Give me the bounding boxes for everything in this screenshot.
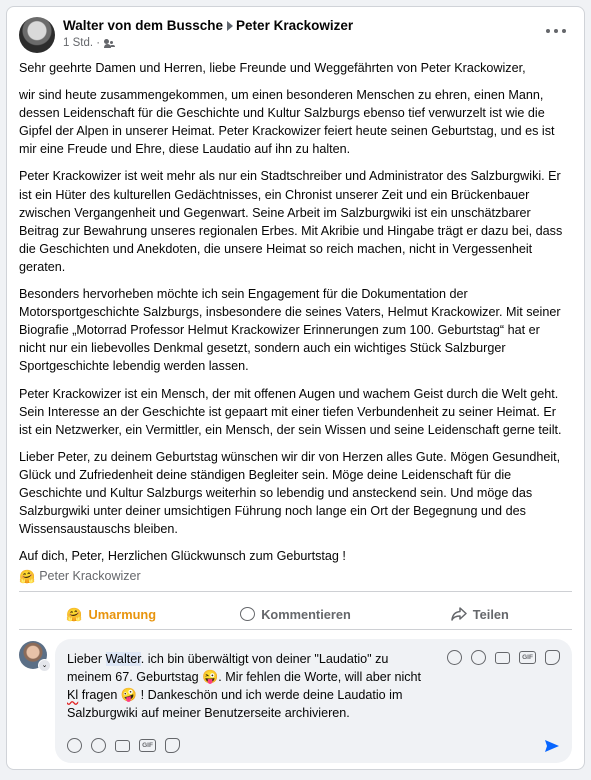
comment-input[interactable]	[55, 639, 572, 763]
chevron-down-icon[interactable]: ⌄	[38, 659, 51, 672]
post-paragraph: Sehr geehrte Damen und Herren, liebe Freunde und Weggefährten von Peter Krackowizer,	[19, 61, 526, 75]
emoji-icon[interactable]	[471, 650, 486, 665]
author-avatar[interactable]	[19, 17, 55, 53]
comment-icon	[240, 607, 255, 621]
misspelled-word: Kl	[67, 688, 79, 703]
share-icon	[451, 607, 467, 621]
more-options-icon[interactable]	[546, 29, 566, 35]
post-meta	[63, 37, 115, 49]
winking-face-emoji: 😜	[202, 669, 219, 685]
comment-text-part: fragen	[78, 688, 121, 703]
post-text	[19, 59, 567, 574]
camera-icon[interactable]	[115, 740, 130, 752]
share-button[interactable]	[388, 597, 572, 631]
author-name[interactable]: Walter von dem Bussche	[63, 18, 224, 33]
recipient-name[interactable]: Peter Krackowizer	[236, 18, 354, 33]
post-paragraph: Peter Krackowizer ist ein Mensch, der mit offenen Augen und wachem Geist durch die Welt geht. Sein Interesse an der Geschichte ist gepaart mit einer tiefen Verbundenheit zu seiner Heimat. Er ist ein Netzwerker, ein Vermittler, ein Mensch, der sein Wissen und seine Leidenschaft gerne teilt.	[19, 386, 562, 437]
post-time[interactable]: 1 Std. ·	[63, 37, 101, 49]
post-header	[19, 17, 572, 57]
comment-text-part: Lieber	[67, 652, 106, 666]
avatar-sticker-icon[interactable]	[447, 650, 462, 665]
hug-label: Umarmung	[88, 606, 157, 622]
comment-text[interactable]	[67, 650, 427, 722]
comment-text-part: . ich bin überwältigt von deiner "Laudatio" zu meinem 67. Geburtstag	[67, 652, 389, 685]
sticker-icon[interactable]	[545, 650, 560, 665]
sticker-icon[interactable]	[165, 738, 180, 753]
post-paragraph: Peter Krackowizer ist weit mehr als nur ein Stadtschreiber und Administrator des Salzburgwiki. Er ist ein Hüter des kulturellen Gedächtnisses, ein Chronist unserer Zeit und ein Brückenbauer zwischen Vergangenheit und Gegenwart. Seine Arbeit im Salzburgwiki ist ein unschätzbarer Beitrag zur Bewahrung unseres regionalen Erbes. Mit Akribie und Hingabe trägt er dazu bei, dass die Geschichten und Anekdoten, die unsere Heimat so reich machen, nicht in Vergessenheit geraten.	[19, 169, 563, 274]
emoji-icon[interactable]	[91, 738, 106, 753]
gif-icon[interactable]: GIF	[519, 651, 536, 664]
comment-text-part: . Mir fehlen die Worte, will aber nicht	[218, 670, 422, 685]
post-paragraph: Auf dich, Peter, Herzlichen Glückwunsch zum Geburtstag !	[19, 549, 346, 564]
comment-text-part: ! Dankeschön und ich werde deine Laudatio im Salzburgwiki auf meiner Benutzerseite archivieren.	[67, 688, 403, 721]
mention-highlight: Walter	[105, 652, 141, 666]
hug-reaction-button[interactable]	[19, 597, 203, 631]
comment-toolbar-bottom	[67, 738, 180, 753]
comment-button[interactable]	[203, 597, 387, 631]
divider	[19, 591, 572, 592]
zany-face-emoji: 🤪	[120, 687, 138, 703]
post-card	[6, 6, 585, 770]
post-paragraph: wir sind heute zusammengekommen, um einen besonderen Menschen zu ehren, einen Mann, dessen Leidenschaft für die Geschichte und Kultur Salzburgs ebenso tief verwurzelt ist wie die Gipfel der Alpen in unserer Heimat. Peter Krackowizer feiert heute seinen Geburtstag, und es ist mir eine Freude und Ehre, diese Laudatio auf ihn zu halten.	[19, 88, 555, 157]
send-icon[interactable]	[544, 739, 560, 753]
friends-icon	[104, 39, 115, 48]
post-paragraph: Besonders hervorheben möchte ich sein Engagement für die Dokumentation der Motorsportgeschichte Salzburgs, insbesondere die seines Vaters, Helmut Krackowizer. Mit seiner Biografie „Motorrad Professor Helmut Krackowizer Erinnerungen zum 100. Geburtstag“ hat er nicht nur ein liebevolles Denkmal gesetzt, sondern auch ein wichtiges Stück Salzburger Sportgeschichte lebendig werden lassen.	[19, 287, 561, 374]
post-actions	[19, 597, 572, 631]
reactions-summary[interactable]	[19, 569, 141, 583]
comment-composer	[19, 639, 572, 763]
reactor-name: Peter Krackowizer	[39, 569, 141, 583]
hug-icon: 🤗	[66, 606, 83, 622]
post-paragraph: Lieber Peter, zu deinem Geburtstag wünschen wir dir von Herzen alles Gute. Mögen Gesundheit, Glück und Zufriedenheit deine ständigen Begleiter sein. Möge deine Leidenschaft für die Geschichte und Kultur Salzburgs weiterhin so lebendig und ansteckend sein. Und möge das Salzburgwiki unter deiner umsichtigen Führung noch lange ein Ort der Begegnung und des Wissensaustauschs bleiben.	[19, 449, 561, 537]
comment-label: Kommentieren	[261, 606, 351, 622]
divider	[19, 629, 572, 630]
gif-icon[interactable]: GIF	[139, 739, 156, 752]
post-author-line	[63, 18, 353, 33]
comment-toolbar-top	[447, 650, 560, 665]
share-label: Teilen	[472, 606, 509, 622]
avatar-sticker-icon[interactable]	[67, 738, 82, 753]
hug-reaction-icon: 🤗	[19, 568, 36, 584]
arrow-right-icon	[227, 21, 233, 31]
camera-icon[interactable]	[495, 652, 510, 664]
